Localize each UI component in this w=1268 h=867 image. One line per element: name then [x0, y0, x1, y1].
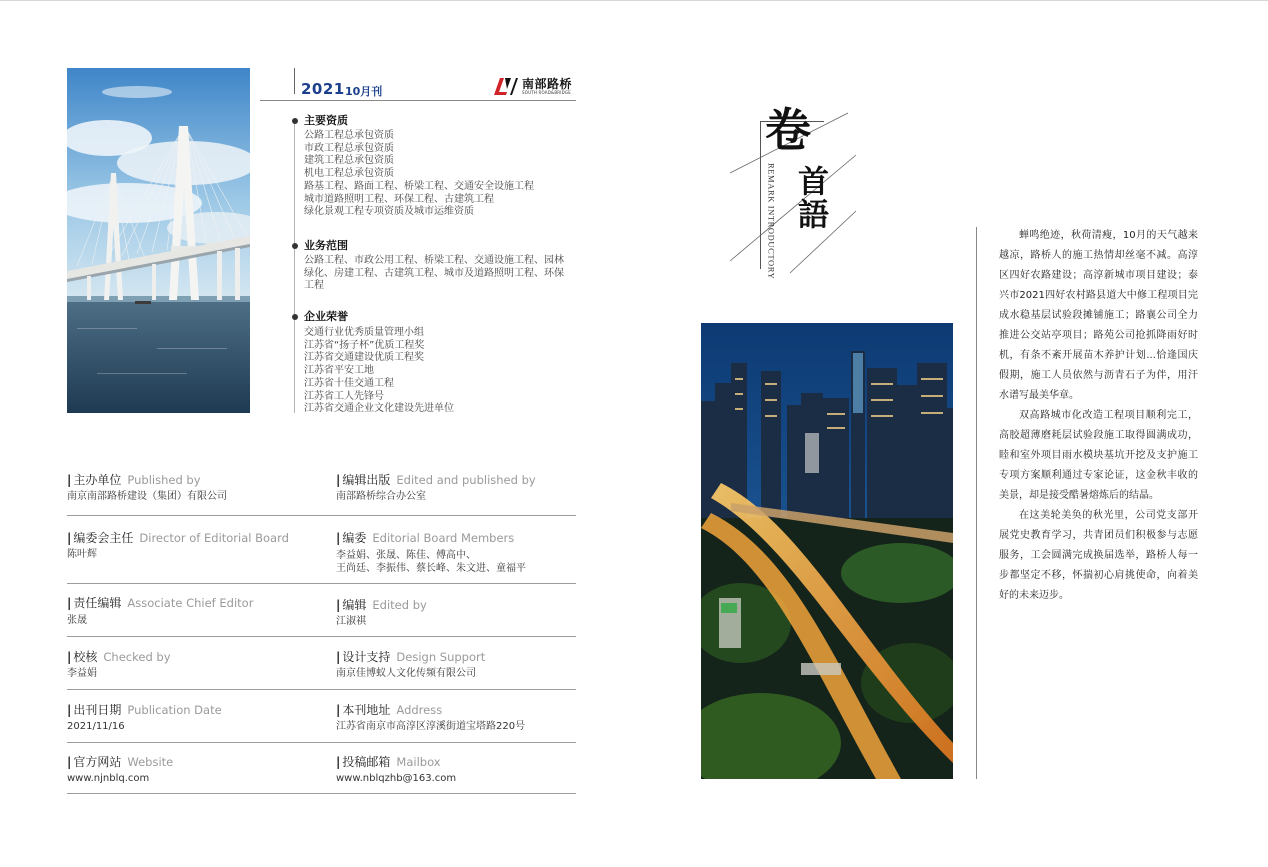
issue-year: 2021 — [301, 80, 345, 98]
list-item: 江苏省交通建设优质工程奖 — [304, 352, 424, 364]
masthead-divider — [67, 636, 576, 637]
masthead-divider — [67, 793, 576, 794]
director-label: | 编委会主任 Director of Editorial Board — [67, 531, 289, 545]
issue-divider-horizontal — [260, 100, 576, 101]
foreword-big-char: 卷 — [765, 103, 811, 157]
list-item: 江苏省平安工地 — [304, 365, 374, 377]
foreword-english: REMARK INTRODUCTORY — [766, 163, 777, 280]
checked-value: 李益娟 — [67, 668, 97, 679]
website-label: | 官方网站 Website — [67, 755, 174, 769]
issue-divider-vertical — [294, 68, 295, 94]
publisher-label: | 主办单位 Published by — [67, 473, 201, 487]
list-item: 江苏省“扬子杯”优质工程奖 — [304, 339, 425, 351]
company-logo-english: SOUTH ROAD&BRIDGE — [522, 90, 571, 95]
article-divider — [976, 227, 977, 779]
design-support-value: 南京佳博蚁人文化传频有限公司 — [336, 668, 476, 679]
list-item: 机电工程总承包资质 — [304, 168, 394, 180]
board-members-line1: 李益娟、张晟、陈佳、傅高中、 — [336, 550, 476, 561]
list-item: 绿化景观工程专项资质及城市运维资质 — [304, 206, 474, 218]
list-item: 江苏省十佳交通工程 — [304, 377, 394, 389]
list-item: 城市道路照明工程、环保工程、古建筑工程 — [304, 193, 494, 205]
website-value[interactable]: www.njnblq.com — [67, 773, 150, 784]
address-label: | 本刊地址 Address — [336, 703, 443, 717]
article-paragraph: 蝉鸣绝迹，秋荷清瘦，10月的天气越来越凉，路桥人的施工热情却丝毫不减。高淳区四好农路建设；高淳新城市项目建设；泰兴市2021四好农村路县道大中修工程项目完成水稳基层试验段摊铺施工；路襄公司全力推进公交站亭项目；路苑公司抢抓降雨好时机，有条不紊开展苗木养护计划...恰逢国庆假期，施工人员依然与沥青石子为伴，用汗水谱写最美华章。 — [999, 230, 1198, 401]
mailbox-value[interactable]: www.nblqzhb@163.com — [336, 773, 457, 784]
business-scope-text: 公路工程、市政公用工程、桥梁工程、交通设施工程、园林绿化、房建工程、古建筑工程、城市及道路照明工程、环保工程 — [304, 255, 564, 292]
company-logo-icon — [493, 76, 519, 96]
section-title-honors: 企业荣誉 — [304, 310, 348, 323]
checked-label: | 校核 Checked by — [67, 650, 171, 664]
foreword-article — [999, 226, 1198, 606]
list-item: 市政工程总承包资质 — [304, 142, 394, 154]
sections-divider — [294, 118, 295, 413]
page-top-border — [0, 0, 1268, 1]
bullet-dot — [292, 118, 298, 124]
editor-value: 江淑祺 — [336, 616, 366, 627]
qualifications-list — [304, 130, 534, 219]
masthead-divider — [67, 583, 576, 584]
list-item: 江苏省工人先锋号 — [304, 390, 384, 402]
publication-date-label: | 出刊日期 Publication Date — [67, 703, 222, 717]
associate-editor-value: 张晟 — [67, 615, 87, 626]
foreword-title: 首語 — [792, 165, 828, 231]
mailbox-label: | 投稿邮箱 Mailbox — [336, 755, 441, 769]
article-paragraph: 在这美轮美奂的秋光里，公司党支部开展党史教育学习，共青团员们积极参与志愿服务，工会圆满完成换届选举，路桥人每一步都坚定不移，怀揣初心肩挑使命，向着美好的未来迈步。 — [999, 510, 1198, 601]
company-logo-name: 南部路桥 — [522, 77, 573, 91]
cable-stayed-bridge-photo — [67, 68, 250, 413]
list-item: 路基工程、路面工程、桥梁工程、交通安全设施工程 — [304, 180, 534, 192]
list-item: 建筑工程总承包资质 — [304, 155, 394, 167]
honors-list — [304, 327, 454, 416]
section-title-business-scope: 业务范围 — [304, 239, 348, 252]
masthead-divider — [67, 689, 576, 690]
issue-month: 10月刊 — [345, 85, 383, 98]
bullet-dot — [292, 243, 298, 249]
publication-date-value: 2021/11/16 — [67, 721, 125, 732]
editorial-value: 南部路桥综合办公室 — [336, 491, 426, 502]
address-value: 江苏省南京市高淳区淳溪街道宝塔路220号 — [336, 721, 526, 732]
board-members-label: | 编委 Editorial Board Members — [336, 531, 515, 545]
masthead-divider — [67, 515, 576, 516]
publisher-value: 南京南部路桥建设（集团）有限公司 — [67, 491, 227, 502]
editor-label: | 编辑 Edited by — [336, 598, 427, 612]
list-item: 交通行业优秀质量管理小组 — [304, 327, 424, 338]
city-night-photo — [701, 323, 953, 779]
bullet-dot — [292, 314, 298, 320]
company-logo — [493, 74, 577, 98]
director-value: 陈叶辉 — [67, 549, 97, 560]
section-title-qualifications: 主要资质 — [304, 114, 348, 127]
article-paragraph: 双高路城市化改造工程项目顺利完工，高胶超薄磨耗层试验段施工取得圆满成功，睦和室外项目雨水模块基坑开挖及支护施工专项方案顺利通过专家论证，这金秋丰收的美景，却是接受酷暑熔炼后的结晶。 — [999, 410, 1198, 501]
list-item: 公路工程总承包资质 — [304, 130, 394, 141]
list-item: 江苏省交通企业文化建设先进单位 — [304, 403, 454, 415]
design-support-label: | 设计支持 Design Support — [336, 650, 486, 664]
foreword-title-block — [728, 103, 858, 280]
associate-editor-label: | 责任编辑 Associate Chief Editor — [67, 596, 254, 610]
masthead-divider — [67, 742, 576, 743]
editorial-label: | 编辑出版 Edited and published by — [336, 473, 536, 487]
board-members-line2: 王尚廷、李振伟、蔡长峰、朱文进、童福平 — [336, 563, 526, 574]
